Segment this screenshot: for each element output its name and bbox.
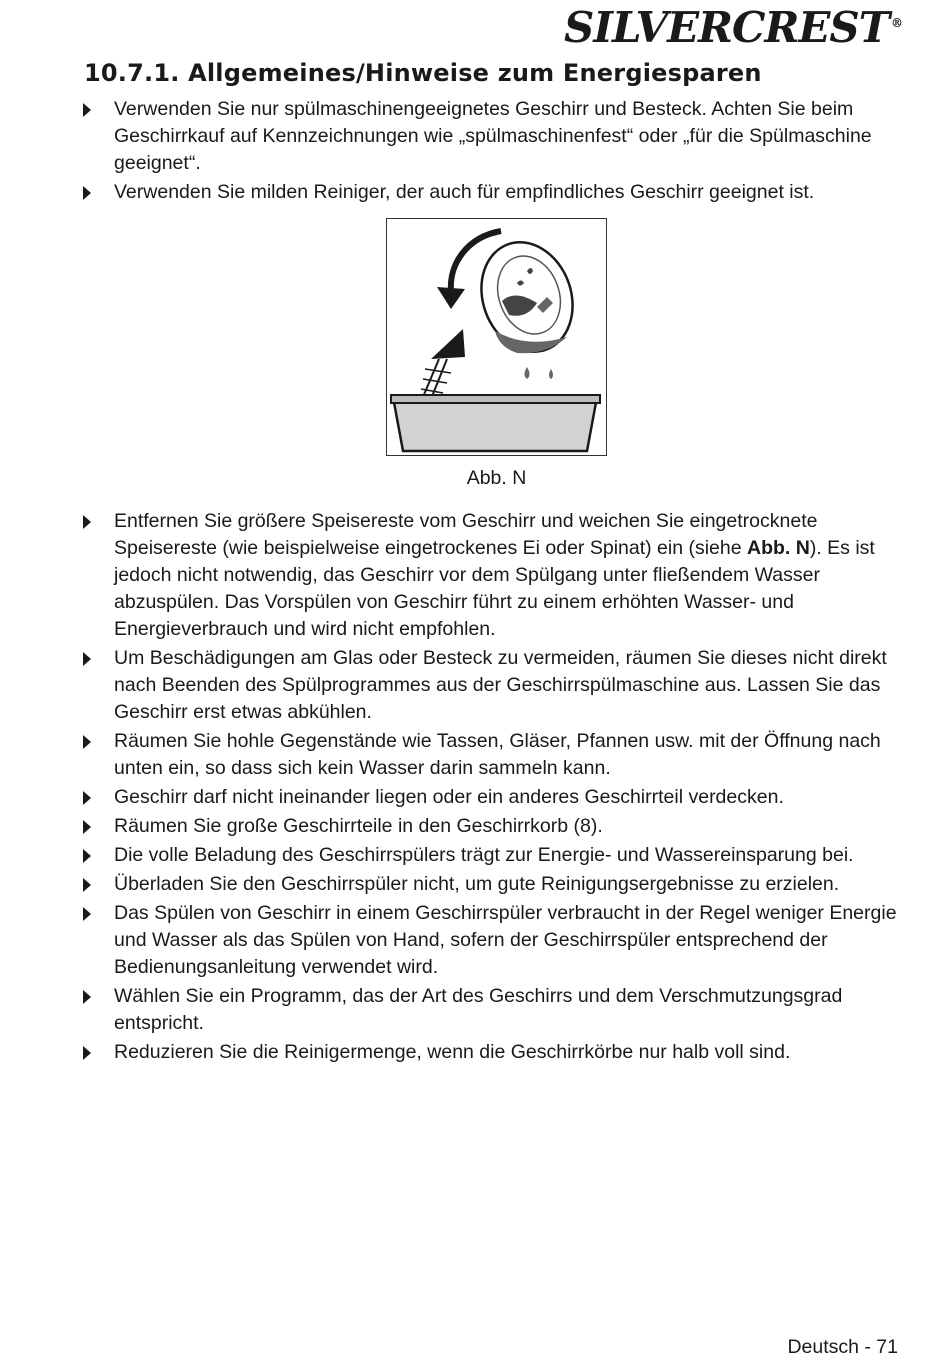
- figure-n: [386, 218, 607, 456]
- bullet-arrow-icon: [83, 907, 91, 921]
- bullet-arrow-icon: [83, 515, 91, 529]
- bullet-arrow-icon: [83, 186, 91, 200]
- list-item: [80, 842, 905, 869]
- list-item-text: Um Beschädigungen am Glas oder Besteck zu vermeiden, räumen Sie dieses nicht direkt nach Beenden des Spülprogrammes aus der Geschirrspülmaschine aus. Lassen Sie das Geschirr erst etwas abkühlen.: [114, 647, 887, 723]
- list-item: [80, 508, 905, 643]
- list-item-text: Reduzieren Sie die Reinigermenge, wenn die Geschirrkörbe nur halb voll sind.: [114, 1041, 791, 1063]
- list-item: [80, 813, 905, 840]
- bullet-arrow-icon: [83, 849, 91, 863]
- bullet-arrow-icon: [83, 652, 91, 666]
- list-item-text: Räumen Sie hohle Gegenstände wie Tassen, Gläser, Pfannen usw. mit der Öffnung nach unten ein, so dass sich kein Wasser darin sammeln kann.: [114, 730, 881, 779]
- bullet-arrow-icon: [83, 820, 91, 834]
- bullet-arrow-icon: [83, 103, 91, 117]
- bullet-arrow-icon: [83, 735, 91, 749]
- bullet-arrow-icon: [83, 1046, 91, 1060]
- page-footer: Deutsch - 71: [787, 1336, 898, 1358]
- list-item: [80, 1039, 905, 1066]
- list-item: [80, 871, 905, 898]
- bullet-arrow-icon: [83, 791, 91, 805]
- list-item-text: Das Spülen von Geschirr in einem Geschirrspüler verbraucht in der Regel weniger Energie und Wasser als das Spülen von Hand, sofern der Geschirrspüler entsprechend der Bedienungsanleitung verwendet wird.: [114, 902, 897, 978]
- list-item-text: Räumen Sie große Geschirrteile in den Geschirrkorb (8).: [114, 815, 603, 837]
- bullet-arrow-icon: [83, 878, 91, 892]
- section-heading: 10.7.1. Allgemeines/Hinweise zum Energiesparen: [84, 59, 762, 87]
- list-item: [80, 179, 905, 206]
- list-item-text: Verwenden Sie milden Reiniger, der auch für empfindliches Geschirr geeignet ist.: [114, 181, 815, 203]
- bullet-list-top: [80, 96, 905, 208]
- list-item: [80, 983, 905, 1037]
- list-item-text: Geschirr darf nicht ineinander liegen oder ein anderes Geschirrteil verdecken.: [114, 786, 784, 808]
- list-item: [80, 728, 905, 782]
- list-item-text: Überladen Sie den Geschirrspüler nicht, um gute Reinigungsergebnisse zu erzielen.: [114, 873, 840, 895]
- bullet-arrow-icon: [83, 990, 91, 1004]
- figure-caption: Abb. N: [466, 467, 527, 489]
- brand-logo: [564, 0, 902, 51]
- list-item-text: Die volle Beladung des Geschirrspülers trägt zur Energie- und Wassereinsparung bei.: [114, 844, 854, 866]
- figure-reference: Abb. N: [747, 537, 810, 559]
- brand-name: SILVERCREST: [564, 3, 889, 52]
- list-item-text: Verwenden Sie nur spülmaschinengeeignetes Geschirr und Besteck. Achten Sie beim Geschirrkauf auf Kennzeichnungen wie „spülmaschinenfest“ oder „für die Spülmaschine geeignet“.: [114, 98, 872, 174]
- list-item: [80, 784, 905, 811]
- list-item: [80, 645, 905, 726]
- plate-scraping-illustration-icon: [387, 219, 605, 454]
- list-item: [80, 900, 905, 981]
- list-item-text-after: ). Es ist jedoch nicht notwendig, das Geschirr vor dem Spülgang unter fließendem Wasser abzuspülen. Das Vorspülen von Geschirr führt zu einem erhöhten Wasser- und Energieverbrauch und wird nicht empfohlen.: [114, 537, 875, 640]
- list-item-text: Wählen Sie ein Programm, das der Art des Geschirrs und dem Verschmutzungsgrad entspricht.: [114, 985, 843, 1034]
- registered-mark: ®: [891, 16, 902, 30]
- list-item: [80, 96, 905, 177]
- bullet-list-bottom: [80, 508, 905, 1068]
- list-item-text-before: Entfernen Sie größere Speisereste vom Geschirr und weichen Sie eingetrocknete Speisereste (wie beispielweise eingetrockenes Ei oder Spinat) ein (siehe: [114, 510, 818, 559]
